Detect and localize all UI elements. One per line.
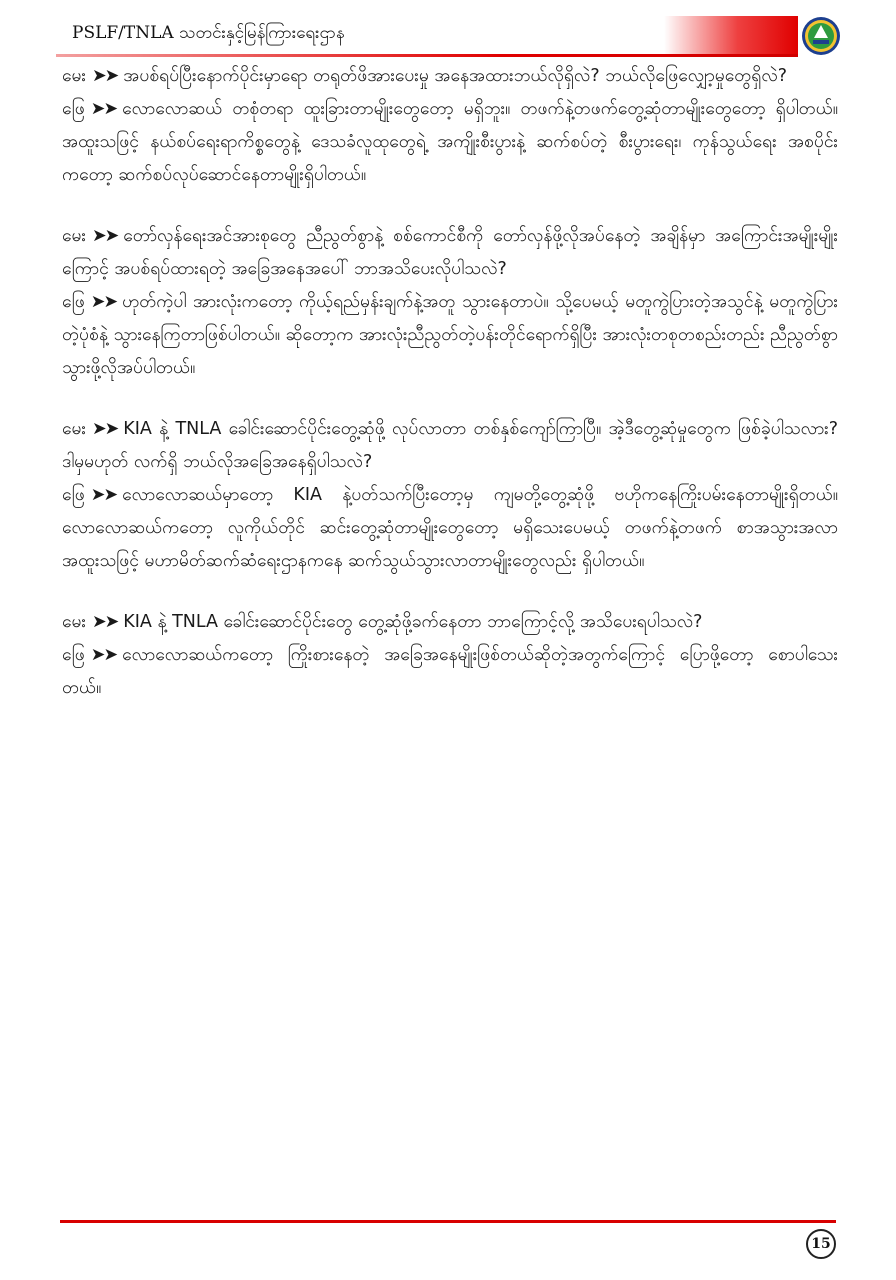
- question-text: KIA နဲ့ TNLA ခေါင်းဆောင်ပိုင်းတွေ တွေ့ဆုံဖို့ခက်နေတာ ဘာကြောင့်လို့ အသိပေးရပါသလဲ?: [123, 612, 703, 632]
- question-label: မေး: [62, 612, 86, 632]
- answer-label: ဖြေ: [62, 645, 85, 665]
- interview-content: [62, 60, 838, 733]
- answer-2: [62, 286, 838, 385]
- arrow-marker-icon: ➤➤: [90, 99, 117, 119]
- arrow-marker-icon: ➤➤: [90, 292, 117, 312]
- question-text: တော်လှန်ရေးအင်အားစုတွေ ညီညွတ်စွာနဲ့ စစ်ကောင်စီကို တော်လှန်ဖို့လိုအပ်နေတဲ့ အချိန်မှာ အကြောင်းအမျိုးမျိုးကြောင့် အပစ်ရပ်ထားရတဲ့ အခြေအနေအပေါ် ဘာအသိပေးလိုပါသလဲ?: [62, 226, 838, 279]
- arrow-marker-icon: ➤➤: [91, 612, 118, 632]
- answer-text: လောလောဆယ်မှာတော့ KIA နဲ့ပတ်သက်ပြီးတော့မှ ကျမတို့တွေ့ဆုံဖို့ ဗဟိုကနေကြိုးပမ်းနေတာမျိုးရှိတယ်။ လောလောဆယ်ကတော့ လူကိုယ်တိုင် ဆင်းတွေ့ဆုံတာမျိုးတွေတော့ မရှိသေးပေမယ့် တဖက်နဲ့တဖက် စာအသွားအလာ အထူးသဖြင့် မဟာမိတ်ဆက်ဆံရေးဌာနကနေ ဆက်သွယ်သွားလာတာမျိုးတွေလည်း ရှိပါတယ်။: [62, 485, 838, 571]
- arrow-marker-icon: ➤➤: [90, 645, 117, 665]
- qa-block-4: [62, 606, 838, 705]
- answer-label: ဖြေ: [62, 485, 85, 505]
- header-accent-band: [664, 16, 798, 54]
- question-text: အပစ်ရပ်ပြီးနောက်ပိုင်းမှာရော တရုတ်ဖိအားပေးမှု အနေအထားဘယ်လိုရှိလဲ? ဘယ်လိုဖြေလျှော့မှုတွေရှိလဲ?: [123, 66, 788, 86]
- answer-text: လောလောဆယ်ကတော့ ကြိုးစားနေတဲ့ အခြေအနေမျိုးဖြစ်တယ်ဆိုတဲ့အတွက်ကြောင့် ပြောဖို့တော့ စောပါသေးတယ်။: [62, 645, 838, 698]
- question-4: [62, 606, 838, 639]
- page-number: 15: [806, 1229, 836, 1259]
- question-1: [62, 60, 838, 93]
- question-label: မေး: [62, 66, 86, 86]
- qa-block-1: [62, 60, 838, 192]
- answer-3: [62, 479, 838, 578]
- question-label: မေး: [62, 419, 86, 439]
- answer-text: လောလောဆယ် တစုံတရာ ထူးခြားတာမျိုးတွေတော့ မရှိဘူး။ တဖက်နဲ့တဖက်တွေ့ဆုံတာမျိုးတွေတော့ ရှိပါတယ်။ အထူးသဖြင့် နယ်စပ်ရေးရာကိစ္စတွေနဲ့ ဒေသခံလူထုတွေရဲ့ အကျိုးစီးပွားနဲ့ ဆက်စပ်တဲ့ စီးပွားရေး၊ ကုန်သွယ်ရေး အစပိုင်းကတော့ ဆက်စပ်လုပ်ဆောင်နေတာမျိုးရှိပါတယ်။: [62, 99, 838, 185]
- header-title: PSLF/TNLA သတင်းနှင့်မြန်ကြားရေးဌာန: [72, 23, 345, 43]
- answer-4: [62, 639, 838, 705]
- question-2: [62, 220, 838, 286]
- question-label: မေး: [62, 226, 86, 246]
- arrow-marker-icon: ➤➤: [90, 485, 117, 505]
- qa-block-3: [62, 413, 838, 578]
- answer-text: ဟုတ်ကဲ့ပါ အားလုံးကတော့ ကိုယ့်ရည်မှန်းချက်နဲ့အတူ သွားနေတာပဲ။ သို့ပေမယ့် မတူကွဲပြားတဲ့အသွင်နဲ့ မတူကွဲပြားတဲ့ပုံစံနဲ့ သွားနေကြတာဖြစ်ပါတယ်။ ဆိုတော့က အားလုံးညီညွတ်တဲ့ပန်းတိုင်ရောက်ရှိပြီး အားလုံးတစုတစည်းတည်း ညီညွတ်စွာ သွားဖို့လိုအပ်ပါတယ်။: [62, 292, 839, 378]
- organization-emblem-icon: [801, 16, 841, 56]
- answer-label: ဖြေ: [62, 292, 85, 312]
- answer-label: ဖြေ: [62, 99, 85, 119]
- footer-rule: [60, 1220, 836, 1223]
- arrow-marker-icon: ➤➤: [91, 226, 118, 246]
- answer-1: [62, 93, 838, 192]
- header-rule: [56, 54, 798, 57]
- question-text: KIA နဲ့ TNLA ခေါင်းဆောင်ပိုင်းတွေ့ဆုံဖို့ လုပ်လာတာ တစ်နှစ်ကျော်ကြာပြီ။ အဲ့ဒီတွေ့ဆုံမှုတွေက ဖြစ်ခဲ့ပါသလား? ဒါမှမဟုတ် လက်ရှိ ဘယ်လိုအခြေအနေရှိပါသလဲ?: [62, 419, 838, 472]
- qa-block-2: [62, 220, 838, 385]
- arrow-marker-icon: ➤➤: [91, 66, 118, 86]
- question-3: [62, 413, 838, 479]
- page-header: [0, 0, 896, 58]
- arrow-marker-icon: ➤➤: [91, 419, 118, 439]
